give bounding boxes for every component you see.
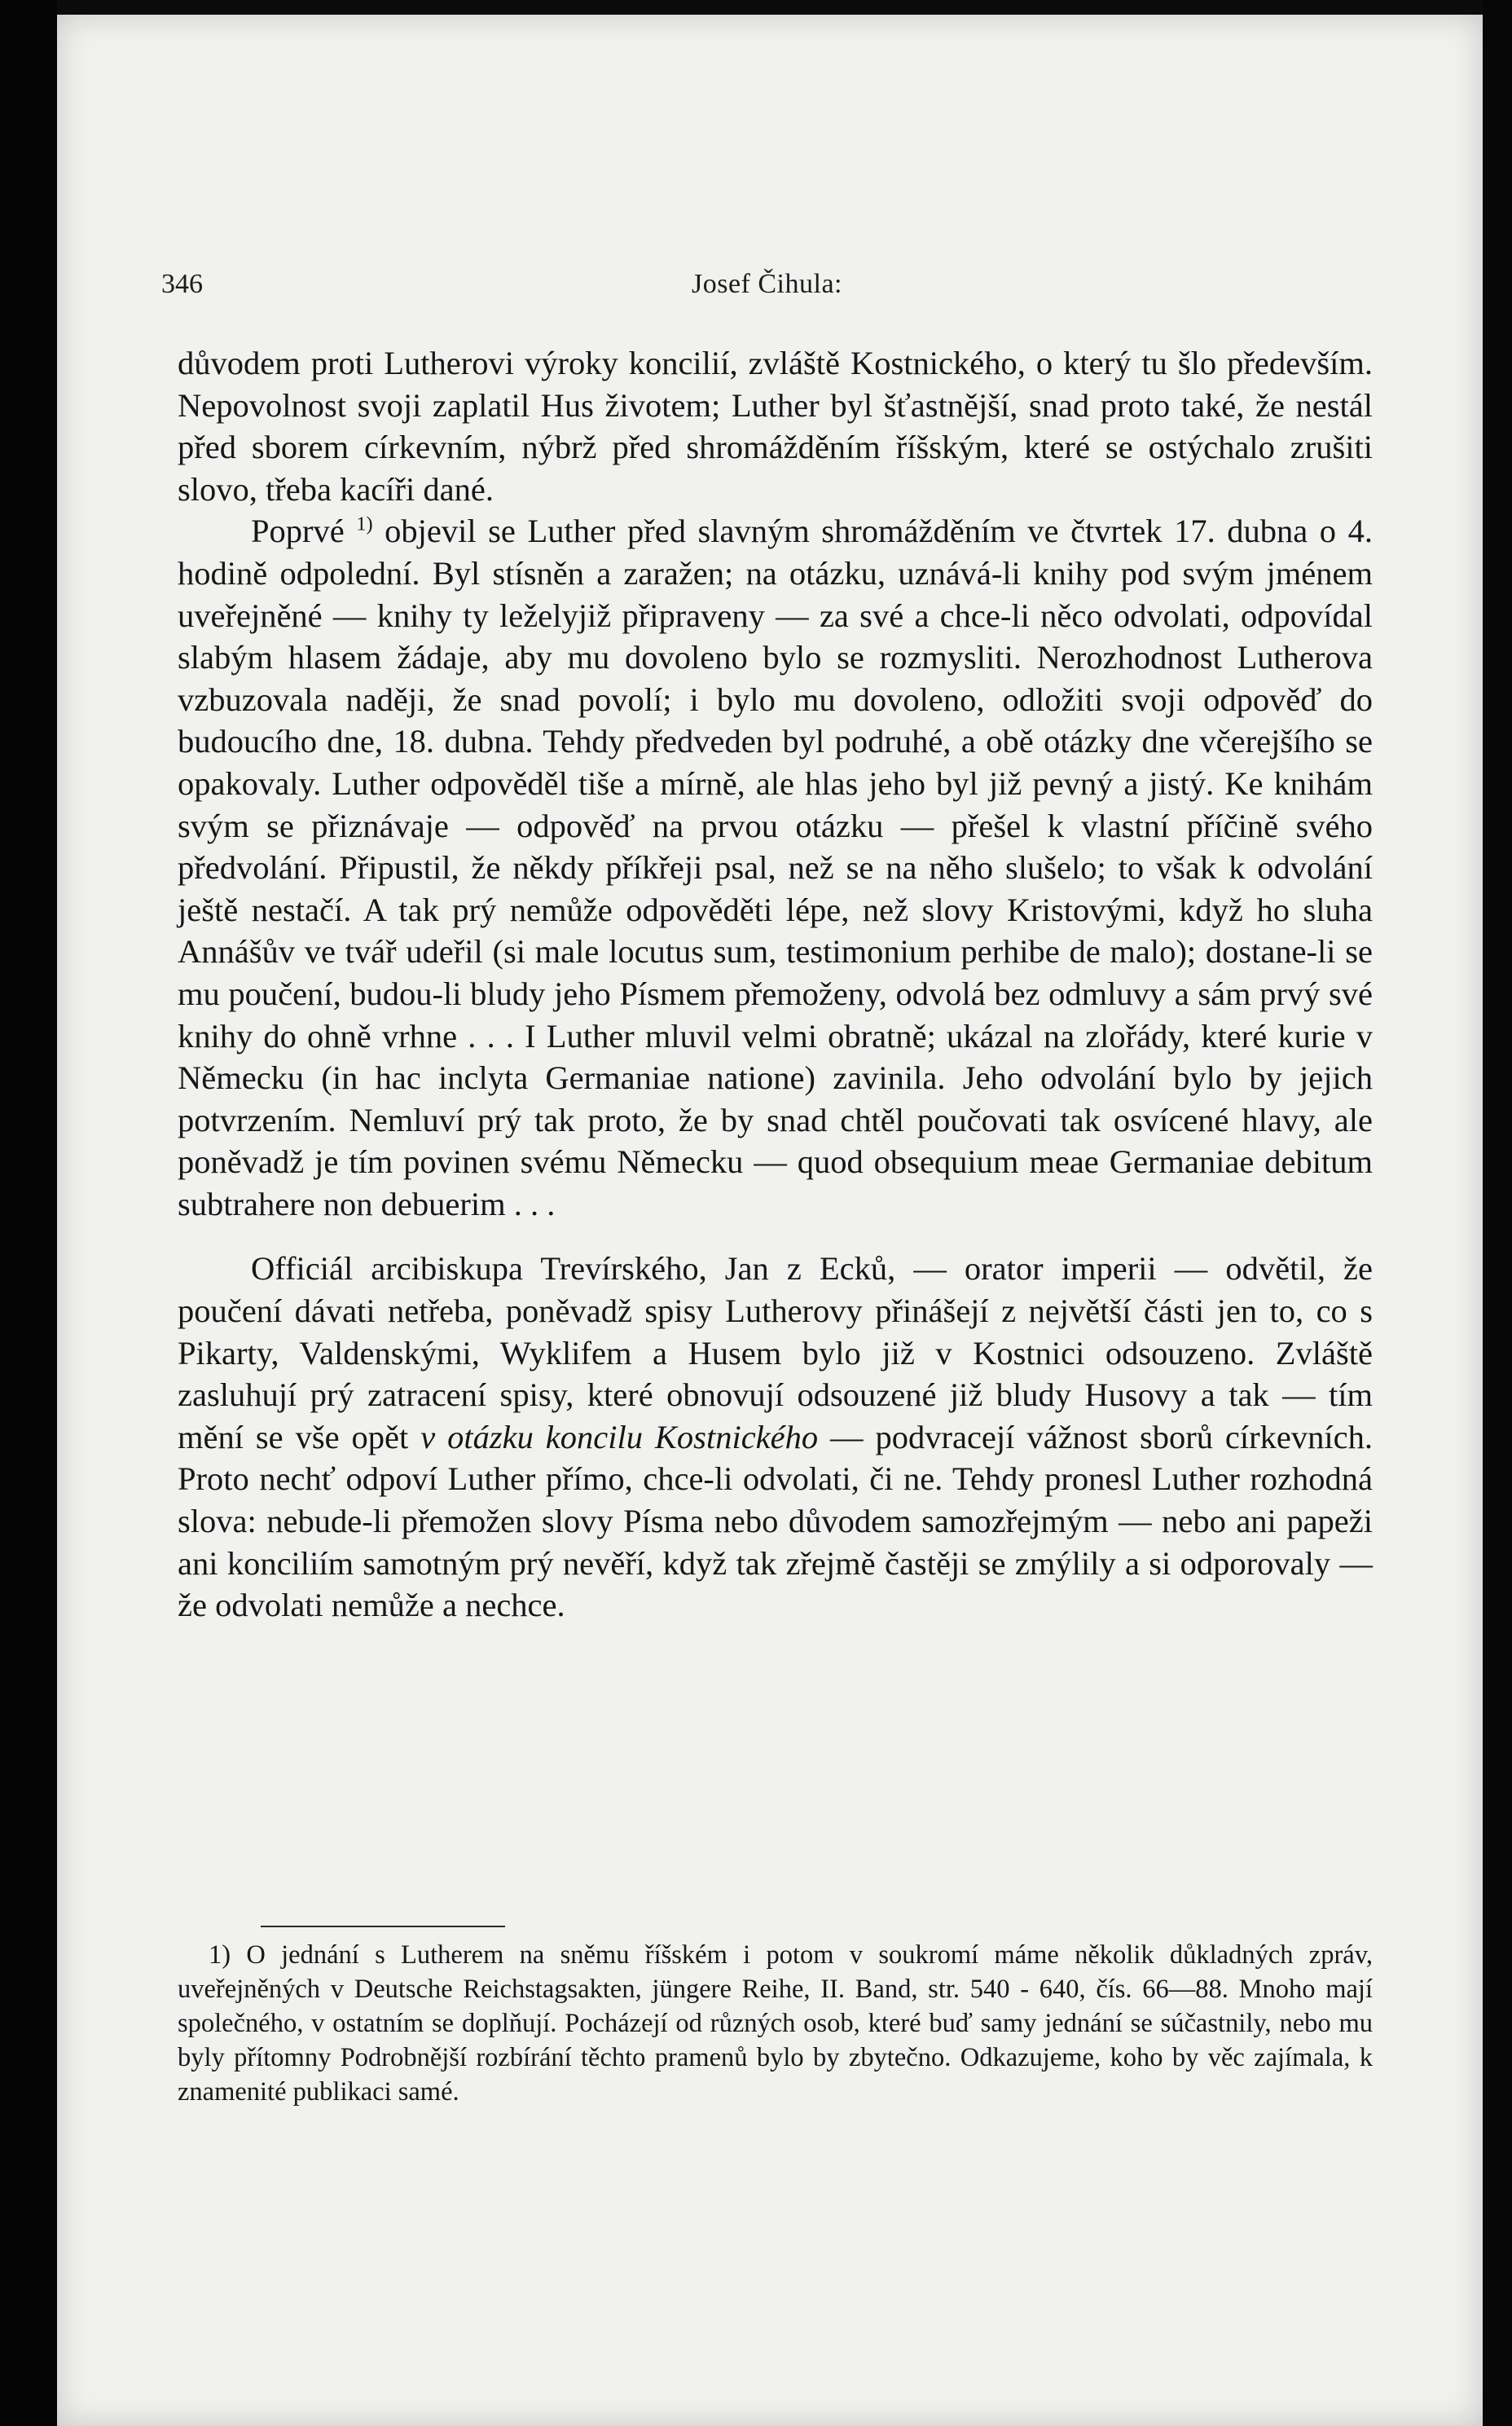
paragraph-2-rest: objevil se Luther před slavným shromážděním ve čtvrtek 17. dubna o 4. hodině odpolední. Byl stísněn a zaražen; na otázku, uznává-li knihy pod svým jménem uveřejněné — knihy ty leželyjiž připraveny — za své a chce-li něco odvolati, odpovídal slabým hlasem žádaje, aby mu dovoleno bylo se rozmysliti. Nerozhodnost Lutherova vzbuzovala naději, že snad povolí; i bylo mu dovoleno, odložiti svoji odpověď do budoucího dne, 18. dubna. Tehdy předveden byl podruhé, a obě otázky dne včerejšího se opakovaly. Luther odpověděl tiše a mírně, ale hlas jeho byl již pevný a jistý. Ke knihám svým se přiznávaje — odpověď na prvou otázku — přešel k vlastní příčině svého předvolání. Připustil, že někdy příkřeji psal, než se na něho slušelo; to však k odvolání ještě nestačí. A tak prý nemůže odpověděti lépe, než slovy Kristovými, když ho sluha Annášův ve tvář udeřil (si male locutus sum, testimonium perhibe de malo); dostane-li se mu poučení, budou-li bludy jeho Písmem přemoženy, odvolá bez odmluvy a sám prvý své knihy do ohně vrhne . . . I Luther mluvil velmi obratně; ukázal na zlořády, které kurie v Německu (in hac inclyta Germaniae natione) zavinila. Jeho odvolání bylo by jejich potvrzením. Nemluví prý tak proto, že by snad chtěl poučovati tak osvícené hlavy, ale poněvadž je tím povinen svému Německu — quod obsequium meae Germaniae debitum subtrahere non debuerim . . .	[178, 513, 1373, 1222]
scan-left-edge	[0, 0, 57, 2426]
page-number: 346	[161, 269, 203, 299]
page-header	[161, 269, 1373, 310]
footnote-reference: 1)	[356, 513, 373, 535]
paragraph-2-start: Poprvé	[251, 513, 357, 550]
body-text	[178, 342, 1373, 1627]
scan-right-edge	[1483, 0, 1512, 2426]
running-head: Josef Čihula:	[692, 269, 842, 299]
paragraph-1: důvodem proti Lutherovi výroky koncilií, zvláště Kostnického, o který tu šlo především. Nepovolnost svoji zaplatil Hus životem; Luther byl šťastnější, snad proto také, že nestál před sborem církevním, nýbrž před shromážděním říšským, které se ostýchalo zrušiti slovo, třeba kacíři dané.	[178, 345, 1373, 508]
footnote-rule	[261, 1926, 505, 1927]
paragraph-2	[178, 510, 1373, 1225]
footnote-text: O jednání s Lutherem na sněmu říšském i potom v soukromí máme několik důkladných zpráv, uveřejněných v Deutsche Reichstagsakten, jüngere Reihe, II. Band, str. 540 - 640, čís. 66—88. Mnoho mají společného, v ostatním se doplňují. Pocházejí od různých osob, které buď samy jednání se súčastnily, nebo mu byly přítomny Podrobnější rozbírání těchto pramenů bylo by zbytečno. Odkazujeme, koho by věc zajímala, k znamenité publikaci samé.	[178, 1940, 1373, 2107]
footnote	[178, 1938, 1373, 2109]
paragraph-3-italic: v otázku koncilu Kostnického	[420, 1418, 819, 1455]
paragraph-3	[178, 1248, 1373, 1626]
paragraph-3-rest: — podvracejí vážnost sborů církevních. Proto nechť odpoví Luther přímo, chce-li odvolati, či ne. Tehdy pronesl Luther rozhodná slova: nebude-li přemožen slovy Písma nebo důvodem samozřejmým — nebo ani papeži ani konciliím samotným prý nevěří, když tak zřejmě častěji se zmýlily a si odporovaly — že odvolati nemůže a nechce.	[178, 1418, 1373, 1624]
footnote-marker: 1)	[209, 1940, 231, 1970]
paragraph-3-start: Officiál arcibiskupa Trevírského, Jan z Ecků, — orator imperii — odvětil, že poučení dávati netřeba, poněvadž spisy Lutherovy přinášejí z největší části jen to, co s Pikarty, Valdenskými, Wyklifem a Husem bylo již v Kostnici odsouzeno. Zvláště zasluhují prý zatracení spisy, které obnovují odsouzené již bludy Husovy a tak — tím mění se vše opět	[178, 1250, 1373, 1455]
